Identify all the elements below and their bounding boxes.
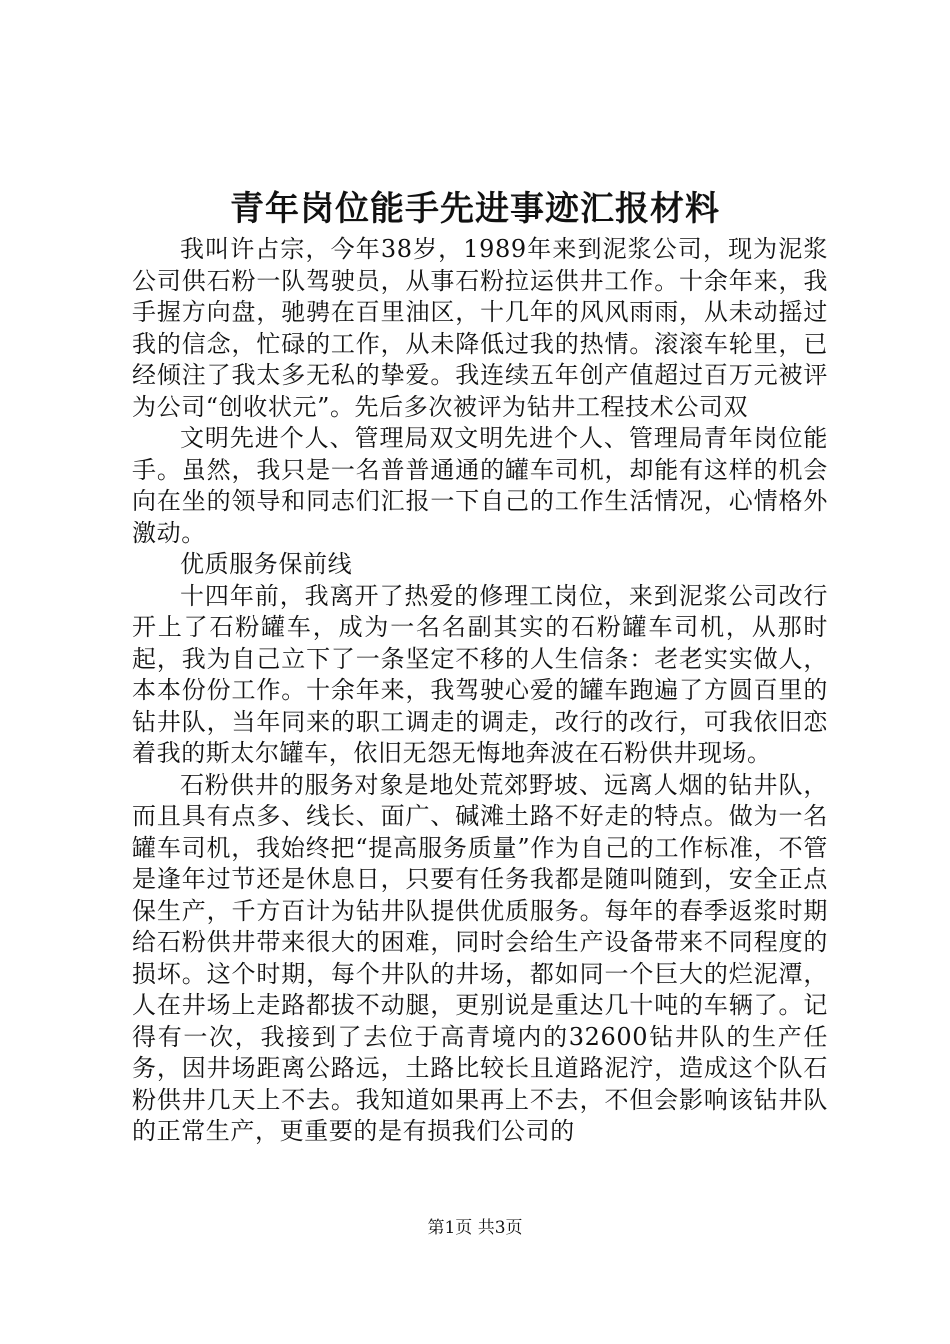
paragraph-career: 十四年前，我离开了热爱的修理工岗位，来到泥浆公司改行开上了石粉罐车，成为一名名副其实的石粉罐车司机，从那时起，我为自己立下了一条坚定不移的人生信条：老老实实做人，本本份份工作。十余年来，我驾驶心爱的罐车跑遍了方圆百里的钻井队，当年同来的职工调走的调走，改行的改行，可我依旧恋着我的斯太尔罐车，依旧无怨无悔地奔波在石粉供井现场。 <box>132 581 828 767</box>
paragraph-intro: 我叫许占宗，今年38岁，1989年来到泥浆公司，现为泥浆公司供石粉一队驾驶员，从事石粉拉运供井工作。十余年来，我手握方向盘，驰骋在百里油区，十几年的风风雨雨，从未动摇过我的信念，忙碌的工作，从未降低过我的热情。滚滚车轮里，已经倾注了我太多无私的挚爱。我连续五年创产值超过百万元被评为公司“创收状元”。先后多次被评为钻井工程技术公司双 <box>132 235 828 421</box>
section-heading: 优质服务保前线 <box>180 550 353 578</box>
document-title: 青年岗位能手先进事迹汇报材料 <box>230 189 720 229</box>
paragraph-honors: 文明先进个人、管理局双文明先进个人、管理局青年岗位能手。虽然，我只是一名普普通通的罐车司机，却能有这样的机会向在坐的领导和同志们汇报一下自己的工作生活情况，心情格外激动。 <box>132 424 828 547</box>
paragraph-service: 石粉供井的服务对象是地处荒郊野坡、远离人烟的钻井队，而且具有点多、线长、面广、碱滩土路不好走的特点。做为一名罐车司机，我始终把“提高服务质量”作为自己的工作标准，不管是逢年过节还是休息日，只要有任务我都是随叫随到，安全正点保生产，千方百计为钻井队提供优质服务。每年的春季返浆时期给石粉供井带来很大的困难，同时会给生产设备带来不同程度的损坏。这个时期，每个井队的井场，都如同一个巨大的烂泥潭，人在井场上走路都拔不动腿，更别说是重达几十吨的车辆了。记得有一次，我接到了去位于高青境内的32600钻井队的生产任务，因井场距离公路远，土路比较长且道路泥泞，造成这个队石粉供井几天上不去。我知道如果再上不去，不但会影响该钻井队的正常生产，更重要的是有损我们公司的 <box>132 770 828 1145</box>
document-body <box>132 234 828 1148</box>
page-footer: 第1页 共3页 <box>427 1218 523 1238</box>
